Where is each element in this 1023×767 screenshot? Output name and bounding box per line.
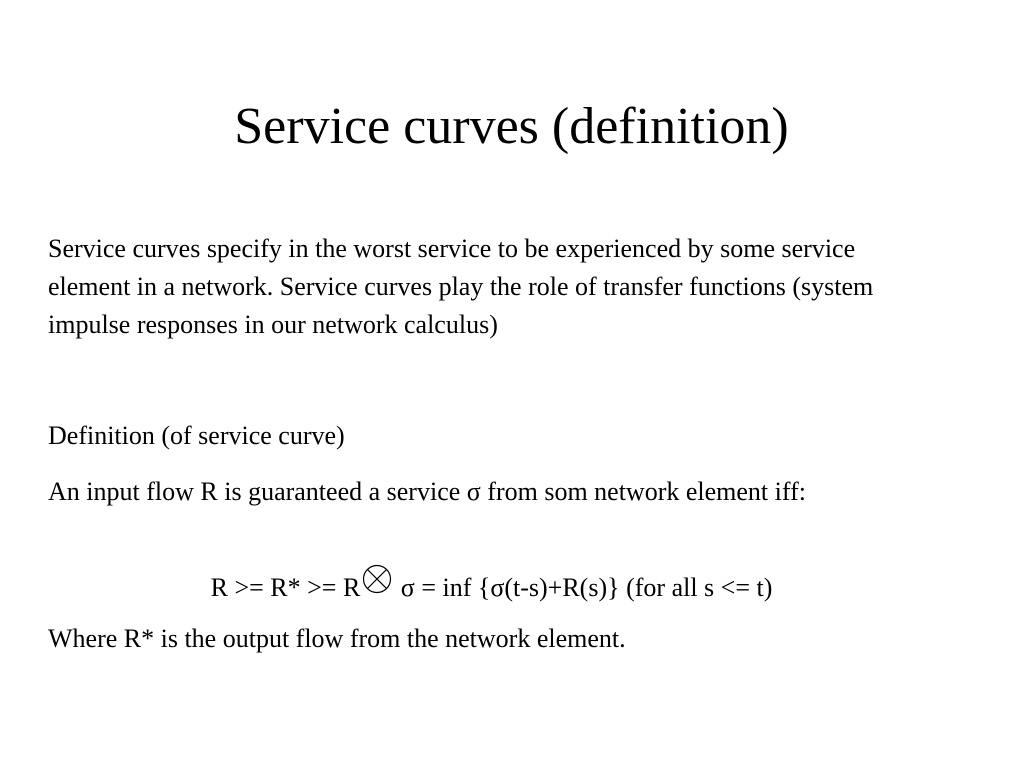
formula-right: σ = inf {σ(t-s)+R(s)} (for all s <= t)	[394, 573, 773, 602]
slide-title: Service curves (definition)	[234, 98, 789, 155]
circled-times-icon	[362, 564, 392, 594]
definition-heading: Definition (of service curve)	[48, 421, 345, 450]
intro-paragraph: Service curves specify in the worst service to be experienced by some service element in a network. Service curves play the role of transfer functions (system impulse responses in our network calculus)	[48, 234, 874, 339]
definition-body: An input flow R is guaranteed a service σ from som network element iff:	[48, 477, 806, 506]
formula-left: R >= R* >= R	[210, 573, 361, 602]
formula	[0, 564, 983, 607]
where-paragraph: Where R* is the output flow from the network element.	[48, 624, 626, 653]
